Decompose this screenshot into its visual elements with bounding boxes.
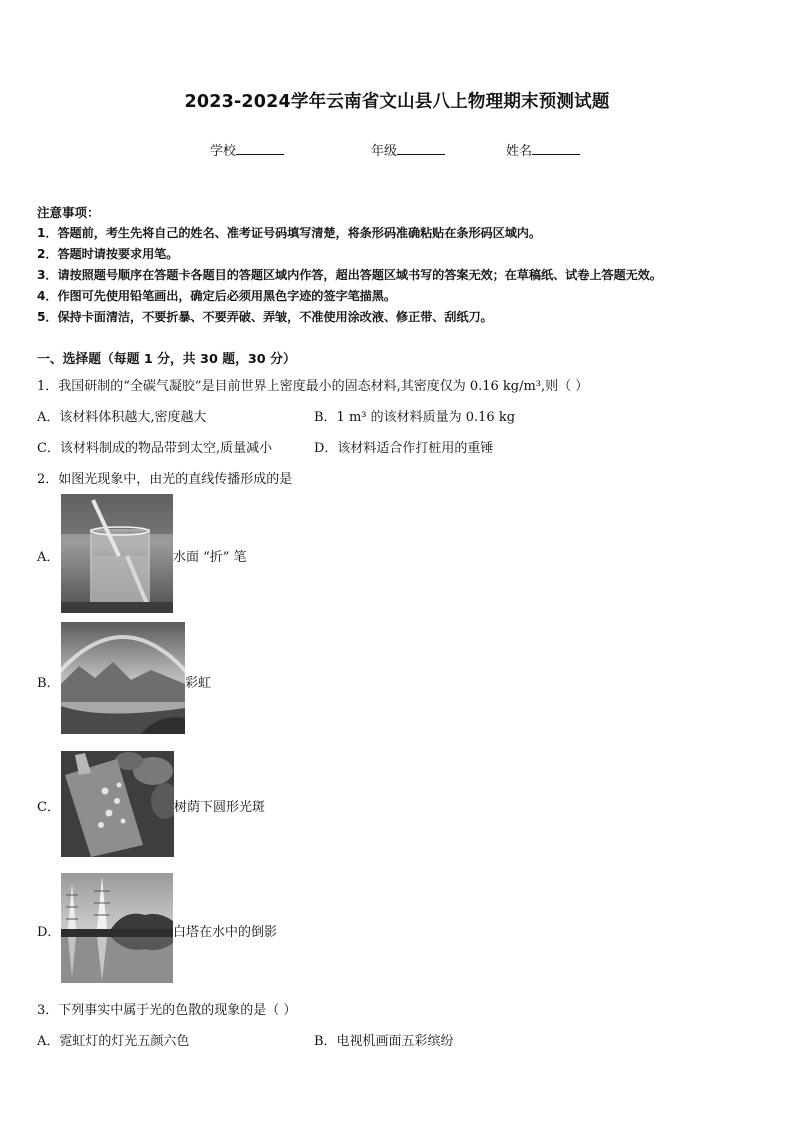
question-2-option-a-letter: A． — [37, 550, 60, 565]
question-2-stem: 2．如图光现象中，由光的直线传播形成的是 — [37, 472, 293, 487]
grade-field — [371, 140, 445, 159]
question-3-stem: 3．下列事实中属于光的色散的现象的是（ ） — [37, 1003, 297, 1018]
rainbow-photo — [61, 622, 185, 734]
question-1-stem: 1．我国研制的“全碳气凝胶”是目前世界上密度最小的固态材料,其密度仅为 0.16 kg/m³,则（ ） — [37, 379, 589, 394]
note-item: 5．保持卡面清洁，不要折暴、不要弄破、弄皱，不准使用涂改液、修正带、刮纸刀。 — [37, 310, 493, 324]
pencil-in-water-photo — [61, 494, 173, 613]
question-1-option-c: C．该材料制成的物品带到太空,质量减小 — [37, 441, 273, 456]
school-label: 学校 — [210, 144, 237, 159]
question-1-option-a: A．该材料体积越大,密度越大 — [37, 410, 207, 425]
light-spots-photo — [61, 751, 174, 857]
question-2-option-c-caption: 树荫下圆形光斑 — [174, 800, 266, 815]
question-1-option-b: B．1 m³ 的该材料质量为 0.16 kg — [314, 410, 516, 425]
question-2-option-c-letter: C． — [37, 800, 60, 815]
name-blank — [532, 142, 580, 155]
page-title: 2023-2024学年云南省文山县八上物理期末预测试题 — [184, 92, 610, 112]
school-blank — [236, 142, 284, 155]
note-item: 4．作图可先使用铅笔画出，确定后必须用黑色字迹的签字笔描黑。 — [37, 289, 396, 303]
school-field — [210, 140, 284, 159]
grade-blank — [397, 142, 445, 155]
question-2-option-a-caption: 水面 “折” 笔 — [173, 550, 247, 565]
note-item: 2．答题时请按要求用笔。 — [37, 247, 179, 261]
note-item: 3．请按照题号顺序在答题卡各题目的答题区域内作答，超出答题区域书写的答案无效；在草稿纸、试卷上答题无效。 — [37, 268, 662, 282]
notes-heading: 注意事项： — [37, 205, 100, 220]
question-2-option-d-letter: D． — [37, 925, 61, 940]
pagoda-reflection-photo — [61, 873, 173, 983]
grade-label: 年级 — [371, 144, 398, 159]
name-label: 姓名 — [506, 144, 533, 159]
question-3-option-a: A．霓虹灯的灯光五颜六色 — [37, 1034, 190, 1049]
question-1-option-d: D．该材料适合作打桩用的重锤 — [314, 441, 494, 456]
question-2-option-b-letter: B． — [37, 676, 60, 691]
section-heading: 一、选择题（每题 1 分，共 30 题，30 分） — [37, 352, 296, 367]
question-3-option-b: B．电视机画面五彩缤纷 — [314, 1034, 454, 1049]
question-2-option-d-caption: 白塔在水中的倒影 — [173, 925, 278, 940]
name-field — [506, 140, 580, 159]
question-2-option-b-caption: 彩虹 — [185, 676, 212, 691]
note-item: 1．答题前，考生先将自己的姓名、准考证号码填写清楚，将条形码准确粘贴在条形码区域内。 — [37, 226, 541, 240]
